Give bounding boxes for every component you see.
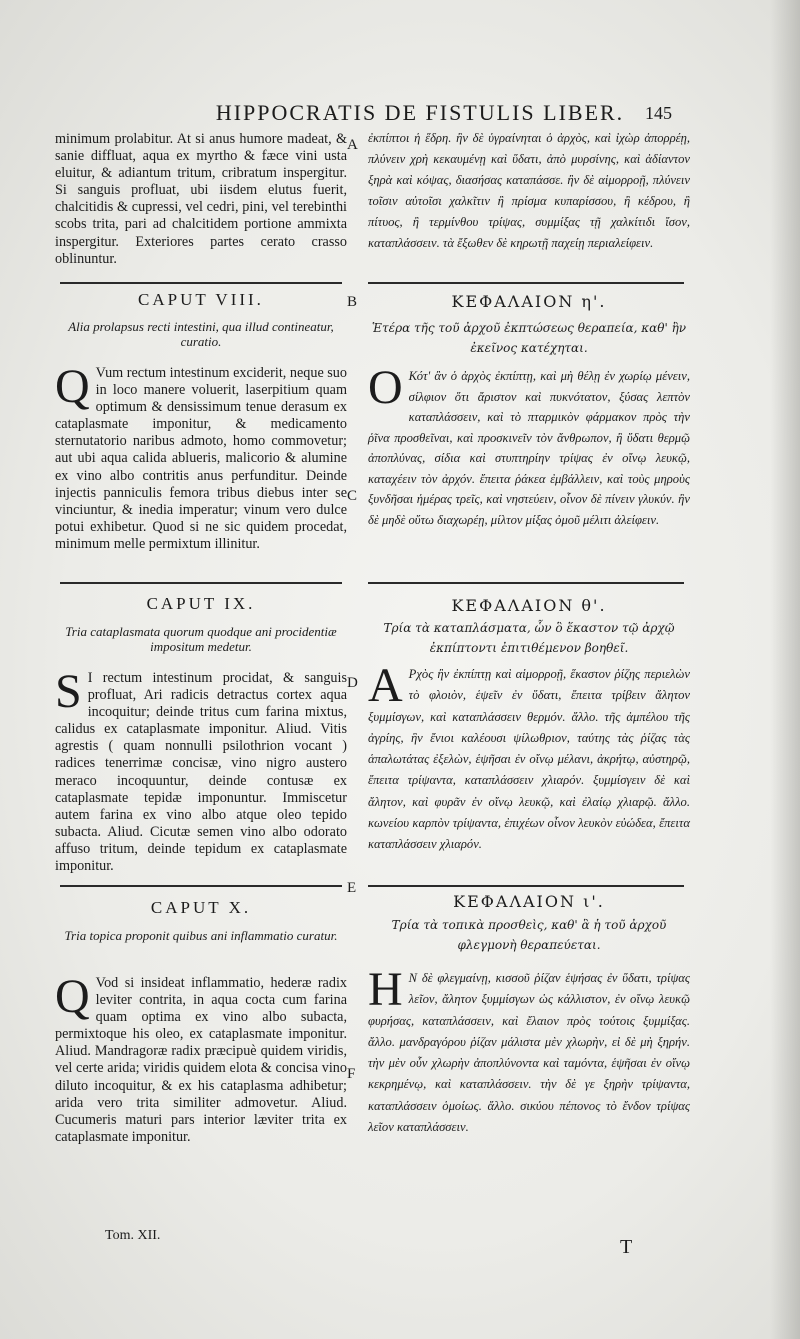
drop-cap: Q [55,970,90,1023]
margin-letter-e: E [347,880,357,896]
latin-chapter-title: CAPUT IX. [146,594,256,613]
latin-chapter-subtitle: Tria topica proponit quibus ani inflammatio curatur. [64,928,338,943]
greek-chapter-title: ΚΕΦΑΛΑΙΟΝ η'. [451,292,607,311]
greek-chapter-body: Κότ' ἂν ὁ ἀρχὸς ἐκπίπτῃ, καὶ μὴ θέλῃ ἐν χωρίῳ μένειν, σίλφιον ὅτι ἄριστον καὶ πυκνότατον, ξύσας λεπτὸν καταπλάσσειν, καὶ τὸ πταρμικὸν φάρμακον πρὸς τὴν ῥῖνα προσθεῖναι, καὶ προσκινεῖν τὸν ἄνθρωπον, ἢ ὕδατι θερμῷ ἀποπλύνας, σίδια καὶ στυπτηρίην τρίψας ἐν οἴνῳ λευκῷ, καταχέειν τὸν ἀρχόν. ἔπειτα ῥάκεα ἐμβάλλειν, καὶ τοὺς μηροὺς ξυνδῆσαι ἡμέρας τρεῖς, καὶ νηστεύειν, οἶνον δὲ πίνειν γλυκύν. ἢν δὲ μηδὲ οὕτω διαχωρέῃ, μίλτον μίξας ὀμοῦ μέλιτι ἀλείφειν. [368,369,690,527]
drop-cap: S [55,665,82,718]
greek-chapter-body: Ρχὸς ἢν ἐκπίπτῃ καὶ αἱμορροῇ, ἕκαστον ῥίζης περιελὼν τὸ φλοιὸν, ἑψεῖν ἐν ὕδατι, ἔπειτα τρίβειν ἄλητον ξυμμίσγων, καὶ καταπλάσσειν θερμόν. ἄλλο. τῆς ἀμπέλου τῆς ἀγρίης, ἣν ἔνιοι καλέουσι ψίλωθριον, ταύτης τὰς ῥίζας τὰς ἁπαλωτάτας ἐξελὼν, ἑψῆσαι ἐν οἴνῳ μέλανι, ἀκρήτῳ, αὐστηρῷ, ἔπειτα τρίψαντα, καταπλάσσειν χλιαρόν. ξυμμίσγειν δὲ καὶ ἄλητον, καὶ φυρᾶν ἐν οἴνῳ λευκῷ, καὶ ἐλαίῳ χλιαρῷ. ἄλλο. κωνείου καρπὸν τρίψαντα, ἐπιχέων οἶνον λευκὸν εὐώδεα, ἔπειτα καταπλάσσειν χλιαρόν. [368,667,690,852]
section-rule [368,582,684,584]
section-rule [60,885,342,887]
greek-chapter-text [368,963,690,1138]
latin-chapter-title: CAPUT VIII. [138,290,264,309]
greek-chapter-subtitle: Τρία τὰ τοπικὰ προσθεὶς, καθ' ἃ ἡ τοῦ ἀρχοῦ φλεγμονὴ θεραπεύεται. [391,918,667,952]
latin-chapter-body: Vum rectum intestinum exciderit, neque suo in loco manere voluerit, laserpitium quam optimum & densissimum tenue derasum ex cataplasmate imponitur, & medicamento sternutatorio naribus admoto, homo commovetur; aut ubi aqua calida ablueris, malicorio & alumine ex vino albo contritis anus perfunditur. Deinde injectis panniculis femora tribus diebus inter se vinciuntur, & inedia imperatur; vinum vero dulce potui exhibetur. Quod si ne sic quidem procedat, minimum melle permixtum illinitur. [55,365,347,552]
section-rule [368,885,684,887]
section-rule [60,582,342,584]
greek-chapter-title: ΚΕΦΑΛΑΙΟΝ ι'. [453,892,605,911]
latin-chapter-subtitle: Tria cataplasmata quorum quodque ani procidentiæ impositum medetur. [65,624,337,654]
greek-chapter-text [368,361,690,530]
latin-chapter-text [55,665,347,875]
signature-mark: T [620,1236,633,1258]
latin-chapter-text [55,970,347,1146]
volume-label: Tom. XII. [105,1228,161,1243]
latin-chapter-text [55,360,347,553]
greek-intro-text: ἐκπίπτοι ἡ ἕδρη. ἢν δὲ ὑγραίνηται ὁ ἀρχὸς, καὶ ἰχὼρ ἀπορρέῃ, πλύνειν χρὴ κεκαυμένῃ καὶ ὕδατι, ἀπὸ μυρσίνης, καὶ ἀδίαντον ξηρὰ καὶ κόψας, διασήσας καταπάσσε. ἢν δὲ αἱμορροῇ, πλύνειν τοῖσιν αὐτοῖσι χαλκῖτιν ἢ πρίσμα κυπαρίσσου, ἢ κέδρου, ἢ πίτυος, ἢ τερμίνθου τρίψας, συμμίξας τῇ χαλκίτιδι ἴσον, καταπλάσσειν. τὰ ἔξωθεν δὲ κηρωτῇ παχείῃ περιαλείφειν. [368,131,690,250]
running-title: HIPPOCRATIS DE FISTULIS LIBER. [215,100,625,125]
drop-cap: Α [368,659,403,712]
drop-cap: Q [55,360,90,413]
latin-chapter-subtitle: Alia prolapsus recti intestini, qua illud contineatur, curatio. [68,319,334,349]
page-edge-shadow [770,0,800,1339]
margin-letter-f: F [347,1066,356,1082]
latin-chapter-body: I rectum intestinum procidat, & sanguis profluat, Ari radicis detractus cortex aqua incoquitur; deinde tritus cum farina mixtus, calidus ex cataplasmate imponitur. Aliud. Vitis agrestis ( quam nonnulli psilothrion vocant ) radices tenerrimæ concisæ, vino nigro austero meraco incoquuntur, deinde contusæ ex cataplasmate tepidæ imponuntur. Immiscetur autem farina ex vino albo atque oleo tepido subacta. Aliud. Cicutæ semen vino albo odorato affuso tritum, deinde tepidum ex cataplasmate imponitur. [55,670,347,875]
margin-letter-d: D [347,675,358,691]
drop-cap: Η [368,963,403,1016]
latin-chapter-body: Vod si insideat inflammatio, hederæ radix leviter contrita, in aqua cocta cum farina quam optima ex vino albo subacta, permixtoque his oleo, ex cataplasmate imponitur. Aliud. Mandragoræ radix præcipuè quidem viridis, vel certe arida; viridis quidem elota & concisa vino diluto incoquitur, & ex his cataplasma adhibetur; arida vero trita similiter admovetur. Aliud. Cucumeris maturi pars interior læviter trita ex cataplasmate imponitur. [55,975,347,1145]
latin-intro-text: minimum prolabitur. At si anus humore madeat, & sanie diffluat, aqua ex myrtho & fæce vini usta eluitur, & adiantum tritum, cribratum inspergitur. Si sanguis profluat, ubi iisdem elutus fuerit, chalcitidis & cupressi, vel cedri, pini, vel terebinthi scobs trita, pari ad chalcitidem portione ammixta inspergitur. Exteriores partes cerato crasso oblinuntur. [55,131,347,267]
section-rule [60,282,342,284]
greek-chapter-text [368,659,690,856]
section-rule [368,282,684,284]
greek-chapter-subtitle: Τρία τὰ καταπλάσματα, ὧν ὃ ἕκαστον τῷ ἀρχῷ ἐκπίπτοντι ἐπιτιθέμενον βοηθεῖ. [383,621,675,655]
margin-letter-b: B [347,294,358,310]
drop-cap: Ο [368,361,403,414]
greek-chapter-body: Ν δὲ φλεγμαίνῃ, κισσοῦ ῥίζαν ἑψήσας ἐν ὕδατι, τρίψας λεῖον, ἄλητον ξυμμίσγων ὡς κάλλιστον, ἐν οἴνῳ λευκῷ φυρήσας, καταπλάσσειν, καὶ ἔλαιον πρὸς τούτοις ξυμμίξας. ἄλλο. μανδραγόρου ῥίζαν μάλιστα μὲν χλωρὴν, εἰ δὲ μὴ ξηρήν. τὴν μὲν οὖν χλωρὴν ἀποπλύνοντα καὶ ταμόντα, ἑψῆσαι ἐν οἴνῳ κεκρημένῳ, καὶ καταπλάσσειν. τὴν δὲ γε ξηρὴν τρίψαντα, καταπλάσσειν ὁμοίως. ἄλλο. σικύου πέπονος τὸ ἔνδον τρίψας λεῖον καταπλάσσειν. [368,971,690,1135]
margin-letter-c: C [347,488,358,504]
greek-chapter-subtitle: Ἑτέρα τῆς τοῦ ἀρχοῦ ἐκπτώσεως θεραπεία, καθ' ἣν ἐκεῖνος κατέχηται. [371,321,687,355]
margin-letter-a: A [347,137,358,153]
page-number: 145 [645,103,672,123]
greek-chapter-title: ΚΕΦΑΛΑΙΟΝ θ'. [451,596,607,615]
latin-chapter-title: CAPUT X. [150,898,252,917]
